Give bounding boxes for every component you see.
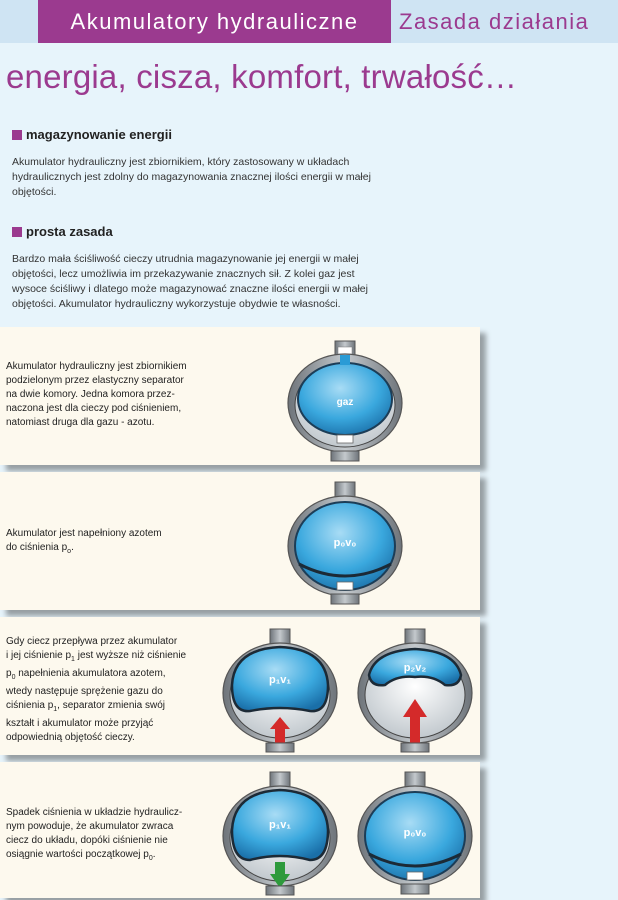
- section-text-principle: Bardzo mała ściśliwość cieczy utrudnia magazynowanie jej energii w małej objętości, lecz umożliwia im przekazywanie znacznych sił. Z kolei gaz jest wysoce ściśliwy i dlatego może magazynować znaczne ilości energii w małej objętości. Akumulator hydrauliczny wykorzystuje obydwie te własności.: [12, 253, 368, 310]
- accumulator-diagram-icon: [220, 625, 340, 755]
- label-p1v1: p₁v₁: [269, 674, 291, 686]
- panel-charging: [0, 617, 480, 755]
- section-heading-principle: prosta zasada: [12, 224, 113, 239]
- accumulator-diagram-icon: [220, 768, 340, 898]
- section-heading-energy: magazynowanie energii: [12, 127, 172, 142]
- panel-precharge: [0, 472, 480, 610]
- accumulator-diagram-icon: [285, 335, 405, 465]
- bullet-square-icon: [12, 227, 22, 237]
- label-p0v0: p₀v₀: [333, 537, 357, 549]
- panel-text: Gdy ciecz przepływa przez akumulator i jej ciśnienie $p_1$ jest wyższe niż ciśnienie $p_0$ napełnienia akumulatora azotem, wtedy następuje sprężenie gazu do ciśnienia $p_1$, separator zmienia swój kształt i akumulator może przyjąć odpowiednią objętość cieczy.: [6, 636, 187, 743]
- label-p2v2: p₂v₂: [403, 662, 427, 674]
- header-title: Akumulatory hydrauliczne: [38, 0, 391, 43]
- label-gas: gaz: [336, 397, 354, 408]
- accumulator-diagram-icon: [355, 768, 475, 898]
- header-subtitle: Zasada działania: [399, 9, 590, 34]
- section-text-energy: Akumulator hydrauliczny jest zbiornikiem, który zastosowany w układach hydraulicznych jest zdolny do magazynowania znacznej ilości energii w małej objętości.: [12, 156, 371, 198]
- page-header: [0, 0, 618, 43]
- panel-discharging: [0, 762, 480, 898]
- panel-text: Akumulator hydrauliczny jest zbiornikiem podzielonym przez elastyczny separator na dwie komory. Jedna komora przez- naczona jest dla cieczy pod ciśnieniem, natomiast druga dla gazu - azotu.: [6, 361, 187, 428]
- panel-text: Spadek ciśnienia w układzie hydraulicz- nym powoduje, że akumulator zwraca ciecz do układu, dopóki ciśnienie nie osiągnie wartości początkowej $p_0$.: [6, 807, 183, 862]
- accumulator-diagram-icon: [355, 625, 475, 755]
- panel-structure: [0, 327, 480, 465]
- panel-text: Akumulator jest napełniony azotem do ciśnienia $p_o$.: [6, 528, 162, 555]
- label-p1v1: p₁v₁: [269, 819, 291, 831]
- accumulator-diagram-icon: [285, 478, 405, 608]
- bullet-square-icon: [12, 130, 22, 140]
- label-p0v0: p₀v₀: [403, 827, 427, 839]
- page-title: energia, cisza, komfort, trwałość…: [6, 58, 518, 95]
